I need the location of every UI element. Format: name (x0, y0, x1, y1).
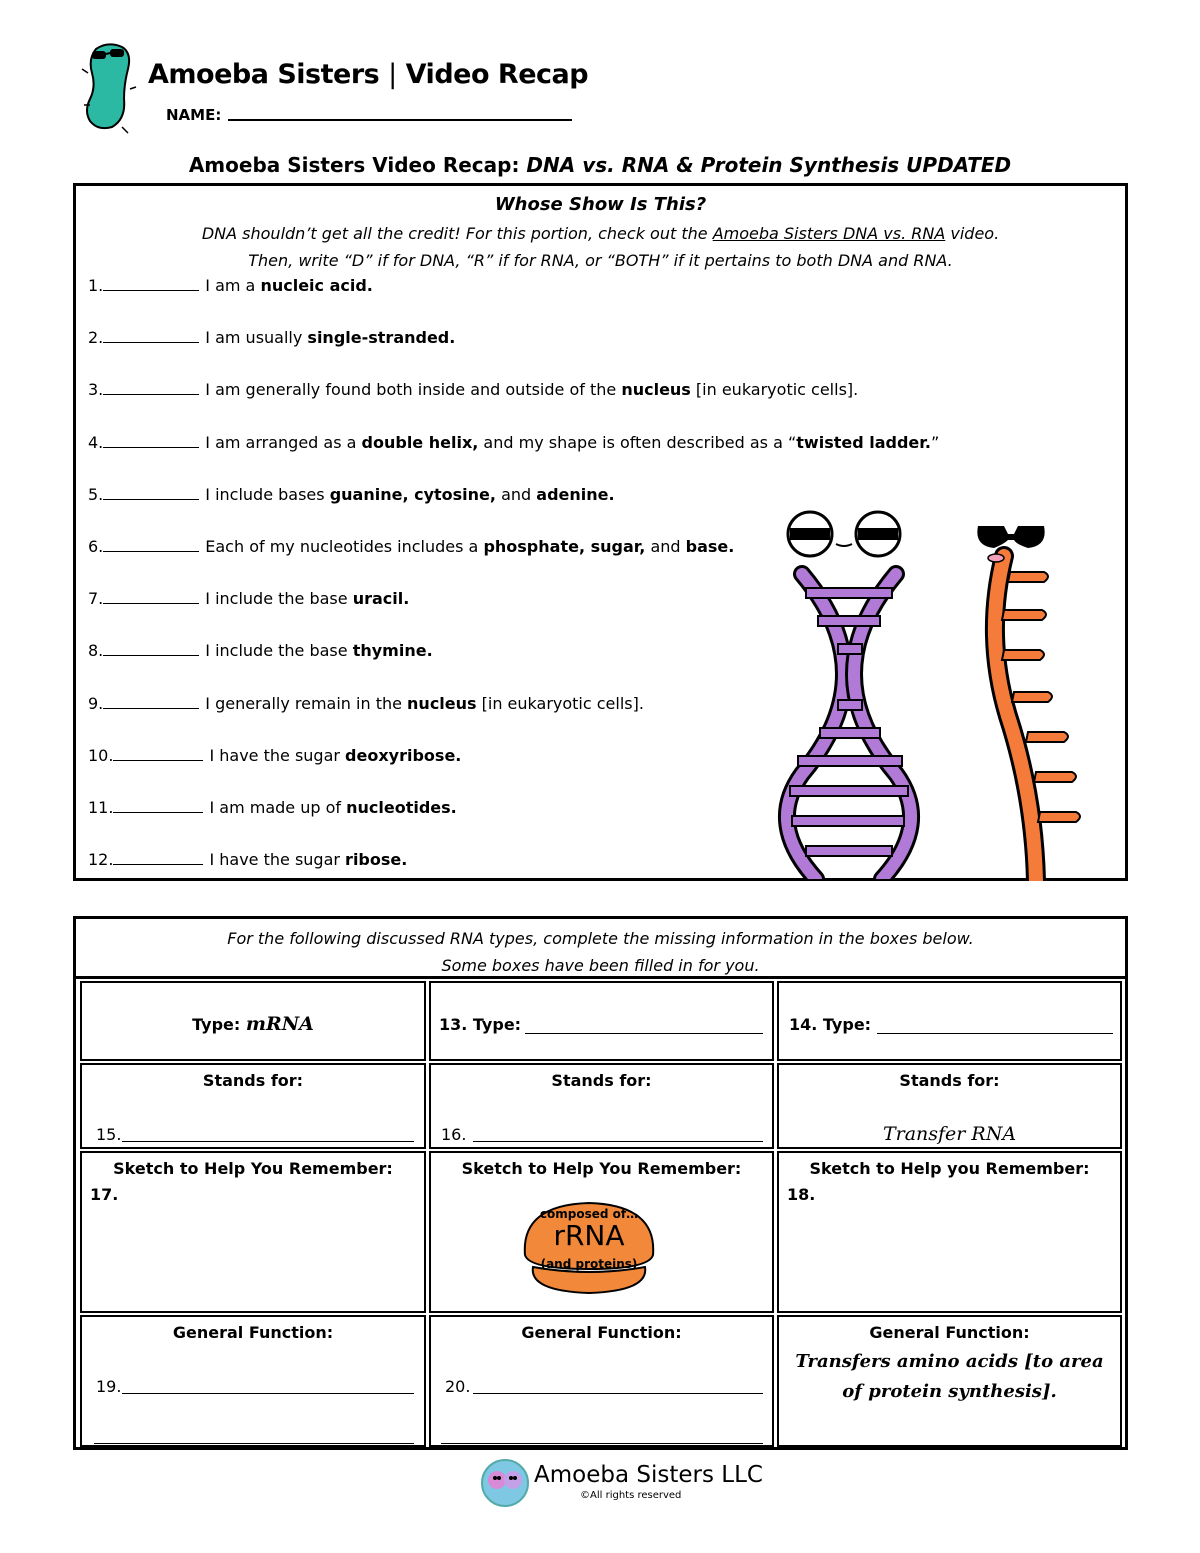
question-number: 2. (88, 328, 104, 348)
question-number: 11. (88, 798, 114, 817)
question-row: 9. I generally remain in the nucleus [in eukaryotic cells]. (88, 693, 644, 713)
sketch-cell-3: Sketch to Help you Remember: 18. (777, 1151, 1122, 1313)
function-cell-2: General Function: 20. (429, 1315, 774, 1447)
answer-blank[interactable] (103, 433, 199, 448)
question-number: 5. (88, 484, 104, 504)
question-row: 3. I am generally found both inside and outside of the nucleus [in eukaryotic cells]. (88, 380, 859, 400)
question-number: 3. (88, 380, 104, 400)
question-number: 9. (88, 693, 104, 713)
sketch-cell-2: Sketch to Help You Remember: composed of… rRNA (and proteins) (429, 1151, 774, 1313)
answer-14-field[interactable] (877, 1033, 1113, 1034)
function-cell-1: General Function: 19. (80, 1315, 426, 1447)
answer-20-field[interactable] (473, 1393, 763, 1394)
type-cell-mrna: Type: mRNA (80, 981, 426, 1061)
stands-cell-1: Stands for: 15. (80, 1063, 426, 1149)
question-number: 10. (88, 745, 114, 765)
question-row: 11. I am made up of nucleotides. (88, 798, 457, 817)
rna-character-illustration (944, 516, 1124, 881)
question-row: 1. I am a nucleic acid. (88, 276, 373, 295)
answer-blank[interactable] (103, 485, 199, 500)
question-row: 10. I have the sugar deoxyribose. (88, 745, 462, 765)
footer (480, 1456, 763, 1508)
answer-blank[interactable] (113, 850, 203, 865)
question-number: 6. (88, 537, 104, 556)
question-row: 5. I include bases guanine, cytosine, and adenine. (88, 484, 615, 504)
stands-value-trna: Transfer RNA (882, 1123, 1017, 1145)
answer-19-field[interactable] (122, 1393, 414, 1394)
question-row: 6. Each of my nucleotides includes a phosphate, sugar, and base. (88, 537, 735, 556)
type-value-mrna: mRNA (245, 1013, 314, 1035)
name-label: NAME: (166, 106, 222, 124)
answer-blank[interactable] (103, 276, 199, 291)
question-number: 7. (88, 589, 104, 609)
question-row: 2. I am usually single-stranded. (88, 328, 456, 348)
whose-show-section (73, 183, 1128, 881)
answer-19-field-line2[interactable] (94, 1443, 414, 1444)
brand-title: Amoeba Sisters | Video Recap (148, 59, 589, 90)
question-row: 4. I am arranged as a double helix, and my shape is often described as a “twisted ladder.” (88, 432, 940, 452)
function-value-trna: Transfers amino acids [to area of protein synthesis]. (795, 1351, 1104, 1402)
video-link[interactable]: Amoeba Sisters DNA vs. RNA (712, 224, 946, 243)
name-field[interactable] (228, 103, 572, 121)
answer-blank[interactable] (103, 694, 199, 709)
question-number: 4. (88, 432, 104, 452)
copyright-icon: © (580, 1490, 590, 1501)
stands-cell-2: Stands for: 16. (429, 1063, 774, 1149)
rna-types-table (73, 916, 1128, 1450)
answer-blank[interactable] (113, 798, 203, 813)
question-number: 12. (88, 850, 114, 870)
question-row: 12. I have the sugar ribose. (88, 850, 408, 870)
answer-15-field[interactable] (122, 1141, 414, 1142)
answer-blank[interactable] (103, 380, 199, 395)
type-cell-14: 14. Type: (777, 981, 1122, 1061)
section-instructions: DNA shouldn’t get all the credit! For this portion, check out the Amoeba Sisters DNA vs. RNA video. Then, write “D” if for DNA, “R” if for RNA, or “BOTH” if it pertains to both DNA and RNA. (201, 224, 1000, 270)
table-instructions: For the following discussed RNA types, complete the missing information in the boxes below. Some boxes have been filled in for you. (227, 929, 974, 975)
question-number: 1. (88, 276, 104, 295)
stands-cell-3: Stands for: Transfer RNA (777, 1063, 1122, 1149)
section-heading: Whose Show Is This? (494, 194, 707, 215)
sketch-cell-1: Sketch to Help You Remember: 17. (80, 1151, 426, 1313)
amoeba-mascot-icon (78, 39, 138, 135)
header (70, 35, 590, 135)
question-row: 8. I include the base thymine. (88, 641, 433, 661)
footer-brand: Amoeba Sisters LLC (534, 1462, 763, 1488)
answer-blank[interactable] (103, 641, 199, 656)
amoeba-sisters-logo-icon (480, 1458, 530, 1508)
question-number: 8. (88, 641, 104, 661)
answer-blank[interactable] (103, 589, 199, 604)
footer-rights: ©All rights reserved (580, 1490, 682, 1501)
function-cell-3: General Function: Transfers amino acids [to area of protein synthesis]. (777, 1315, 1122, 1447)
answer-16-field[interactable] (473, 1141, 763, 1142)
answer-20-field-line2[interactable] (441, 1443, 763, 1444)
page-title: Amoeba Sisters Video Recap: DNA vs. RNA & Protein Synthesis UPDATED (188, 153, 1012, 177)
type-cell-13: 13. Type: (429, 981, 774, 1061)
answer-blank[interactable] (103, 537, 199, 552)
answer-blank[interactable] (113, 746, 203, 761)
answer-blank[interactable] (103, 328, 199, 343)
answer-13-field[interactable] (525, 1033, 763, 1034)
question-row: 7. I include the base uracil. (88, 589, 410, 609)
